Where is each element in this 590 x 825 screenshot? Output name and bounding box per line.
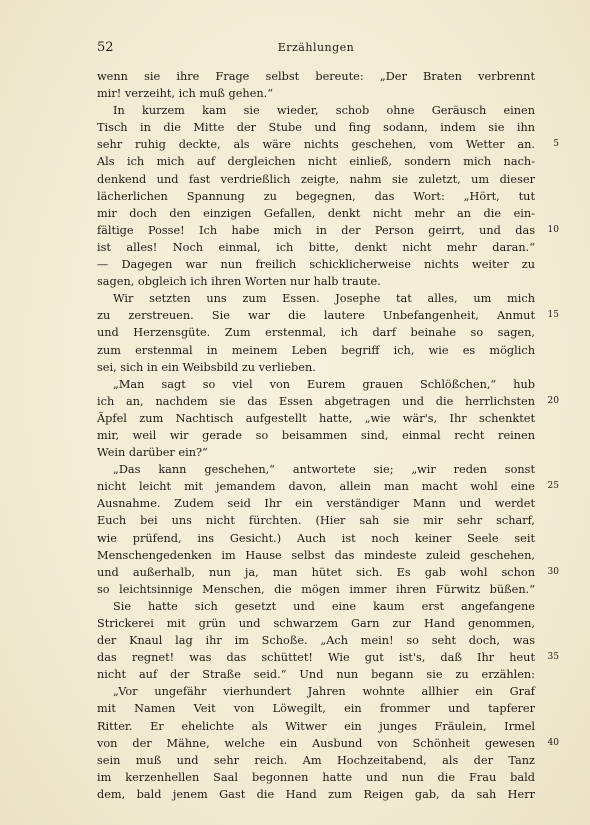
text-line-content: Tisch in die Mitte der Stube und fing sodann, indem sie ihn [97, 121, 535, 135]
text-line [97, 564, 559, 581]
text-line [97, 256, 535, 273]
text-line-content: dem, bald jenem Gast die Hand zum Reigen gab, da sah Herr [97, 787, 535, 801]
text-line-content: sein muß und sehr reich. Am Hochzeitabend, als der Tanz [97, 753, 535, 767]
text-line-content: lächerlichen Spannung zu begegnen, das Wort: „Hört, tut [97, 189, 535, 203]
text-line-content: In kurzem kam sie wieder, schob ohne Geräusch einen [113, 104, 535, 118]
text-line [97, 68, 535, 85]
text-line [97, 410, 535, 427]
line-number: 35 [547, 652, 559, 663]
text-line [97, 512, 535, 529]
text-line [97, 598, 535, 615]
text-line-content: Menschengedenken im Hause selbst das mindeste zuleid geschehen, [97, 548, 535, 562]
text-line [97, 171, 535, 188]
text-line-content: zum erstenmal in meinem Leben begriff ich, wie es möglich [97, 343, 535, 357]
text-line-content: — Dagegen war nun freilich schicklicherweise nichts weiter zu [97, 258, 535, 272]
text-line [97, 188, 535, 205]
line-number: 25 [547, 481, 559, 492]
text-line-content: ist alles! Noch einmal, ich bitte, denkt nicht mehr daran.“ [97, 240, 535, 254]
text-line [97, 444, 535, 461]
line-number: 10 [547, 224, 559, 235]
running-head: Erzählungen [277, 41, 355, 54]
text-line [97, 495, 535, 512]
text-line-content: nicht auf der Straße seid.“ Und nun begann sie zu erzählen: [97, 668, 535, 682]
text-line [97, 273, 535, 290]
text-line-content: mit Namen Veit von Löwegilt, ein frommer und tapferer [97, 702, 535, 716]
text-line [97, 615, 535, 632]
text-line-content: Wir setzten uns zum Essen. Josephe tat alles, um mich [113, 292, 535, 306]
text-line [97, 324, 535, 341]
text-line [97, 718, 535, 735]
text-line [97, 581, 535, 598]
text-line-content: fältige Posse! Ich habe mich in der Person geirrt, und das [97, 223, 535, 237]
text-line [97, 393, 559, 410]
text-line [97, 307, 559, 324]
text-line [97, 136, 559, 153]
text-line-content: Wein darüber ein?“ [97, 446, 208, 460]
text-line [97, 547, 535, 564]
text-line [97, 683, 535, 700]
text-line-content: nicht leicht mit jemandem davon, allein man macht wohl eine [97, 480, 535, 494]
text-line [97, 290, 535, 307]
text-line-content: „Vor ungefähr vierhundert Jahren wohnte allhier ein Graf [113, 685, 535, 699]
text-line [97, 632, 535, 649]
text-line-content: sagen, obgleich ich ihren Worten nur halb traute. [97, 275, 381, 289]
text-line-content: Äpfel zum Nachtisch aufgestellt hatte, „wie wär's, Ihr schenktet [97, 411, 535, 425]
line-number: 20 [547, 395, 559, 406]
text-line-content: „Das kann geschehen,“ antwortete sie; „wir reden sonst [113, 463, 535, 477]
text-line-content: sehr ruhig deckte, als wäre nichts geschehen, vom Wetter an. [97, 138, 535, 152]
text-line-content: Strickerei mit grün und schwarzem Garn zur Hand genommen, [97, 617, 535, 630]
text-line [97, 752, 535, 769]
text-line-content: sei, sich in ein Weibsbild zu verlieben. [97, 360, 316, 374]
text-line-content: Euch bei uns nicht fürchten. (Hier sah sie mir sehr scharf, [97, 514, 535, 528]
text-line-content: der Knaul lag ihr im Schoße. „Ach mein! so seht doch, was [97, 634, 535, 648]
text-line [97, 359, 535, 376]
text-line-content: und Herzensgüte. Zum erstenmal, ich darf beinahe so sagen, [97, 326, 535, 340]
text-line [97, 205, 535, 222]
text-line [97, 786, 535, 803]
line-number: 15 [547, 310, 559, 321]
text-line [97, 461, 535, 478]
text-line-content: mir, weil wir gerade so beisammen sind, einmal recht reinen [97, 428, 535, 442]
text-line [97, 153, 535, 170]
line-number: 5 [553, 139, 559, 150]
text-line [97, 222, 559, 239]
text-line [97, 530, 535, 547]
text-line-content: Ritter. Er ehelichte als Witwer ein junges Fräulein, Irmel [97, 719, 535, 733]
line-number: 30 [547, 566, 559, 577]
text-line-content: wenn sie ihre Frage selbst bereute: „Der Braten verbrennt [97, 70, 535, 83]
text-line [97, 735, 559, 752]
text-line [97, 85, 535, 102]
text-line-content: so leichtsinnige Menschen, die mögen immer ihren Fürwitz büßen.“ [97, 582, 535, 596]
text-line [97, 376, 535, 393]
line-number: 40 [547, 737, 559, 748]
text-line-content: denkend und fast verdrießlich zeigte, nahm sie zuletzt, um dieser [97, 172, 535, 186]
text-line [97, 427, 535, 444]
text-line-content: Ausnahme. Zudem seid Ihr ein verständiger Mann und werdet [97, 497, 535, 511]
text-line [97, 342, 535, 359]
text-line-content: das regnet! was das schüttet! Wie gut ist's, daß Ihr heut [97, 651, 535, 665]
text-line-content: im kerzenhellen Saal begonnen hatte und nun die Frau bald [97, 770, 535, 784]
text-line [97, 649, 559, 666]
text-line-content: mir! verzeiht, ich muß gehen.“ [97, 87, 274, 101]
text-line-content: von der Mähne, welche ein Ausbund von Schönheit gewesen [97, 736, 535, 750]
text-line-content: ich an, nachdem sie das Essen abgetragen und die herrlichsten [97, 394, 535, 408]
text-line-content: und außerhalb, nun ja, man hütet sich. Es gab wohl schon [97, 565, 535, 579]
text-line-content: wie prüfend, ins Gesicht.) Auch ist noch keiner Seele seit [97, 531, 535, 545]
text-line [97, 239, 535, 256]
text-line-content: Als ich mich auf dergleichen nicht einließ, sondern mich nach- [97, 155, 535, 169]
text-line [97, 102, 535, 119]
page-number: 52 [97, 40, 114, 55]
text-line [97, 769, 535, 786]
text-line [97, 666, 535, 683]
page-header [97, 40, 535, 56]
text-line-content: mir doch den einzigen Gefallen, denkt nicht mehr an die ein- [97, 206, 535, 220]
text-line-content: Sie hatte sich gesetzt und eine kaum erst angefangene [113, 599, 535, 613]
text-line [97, 478, 559, 495]
text-line [97, 119, 535, 136]
text-line [97, 700, 535, 717]
text-line-content: zu zerstreuen. Sie war die lautere Unbefangenheit, Anmut [97, 309, 535, 323]
body-text [97, 68, 559, 803]
text-line-content: „Man sagt so viel von Eurem grauen Schlößchen,“ hub [113, 377, 535, 391]
